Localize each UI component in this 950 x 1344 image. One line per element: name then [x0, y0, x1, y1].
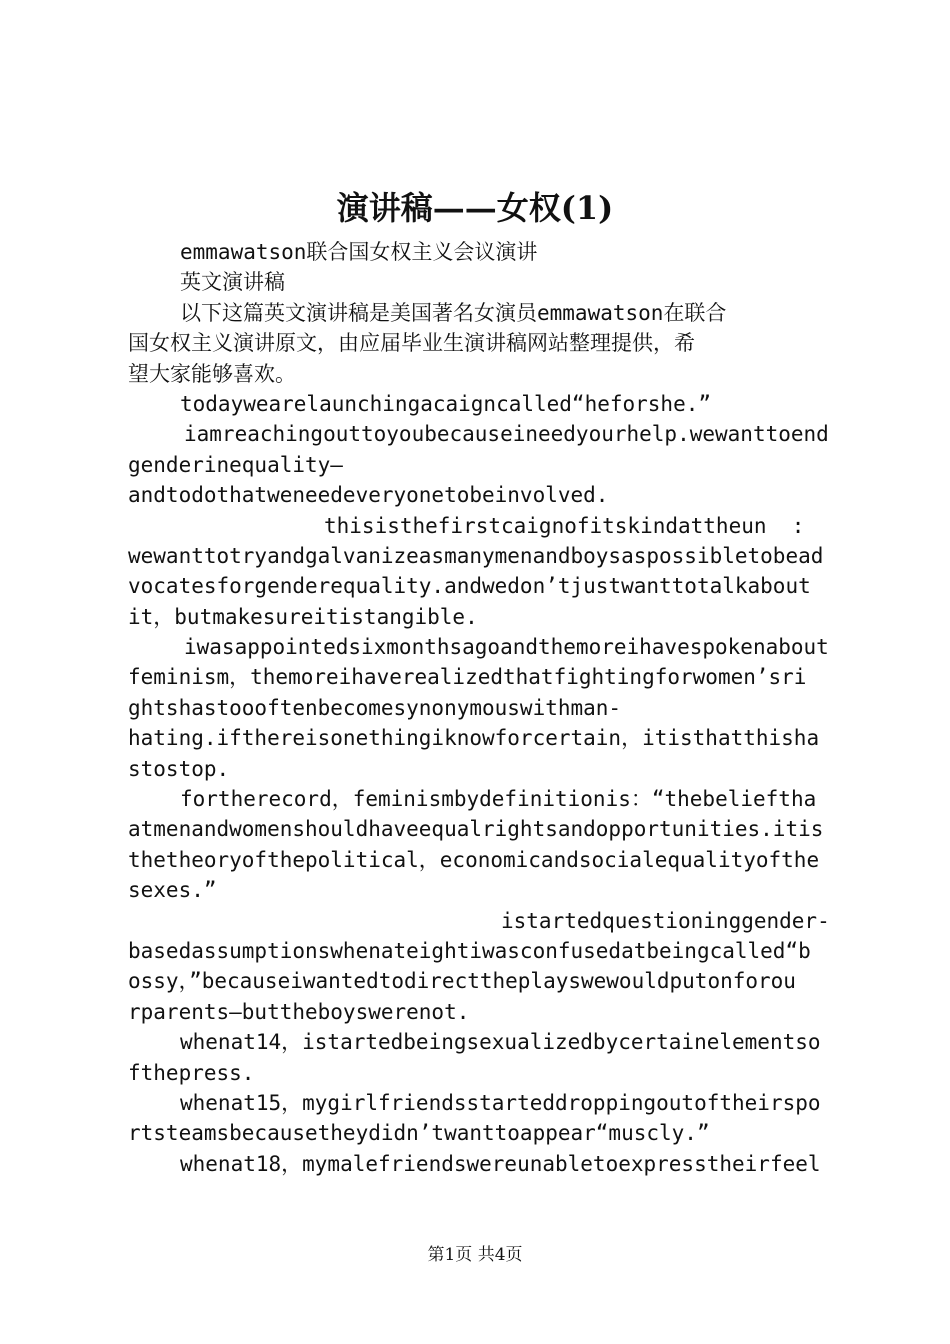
text-line: 望大家能够喜欢。 — [128, 361, 296, 386]
text-line: fortherecord，feminismbydefinitionis：“thebelieftha — [180, 787, 817, 812]
text-line: rparents—buttheboyswerenot. — [128, 999, 470, 1024]
text-line: feminism，themoreihaverealizedthatfightingforwomen’sri — [128, 665, 807, 690]
text-line: todaywearelaunchingacaigncalled“heforshe.” — [180, 391, 712, 416]
text-line: istartedquestioninggender- — [501, 908, 830, 933]
text-line: emmawatson联合国女权主义会议演讲 — [180, 240, 538, 264]
text-line: andtodothatweneedeveryonetobeinvolved. — [128, 483, 609, 508]
text-line: sexes.” — [128, 878, 217, 903]
text-line: it，butmakesureitistangible. — [128, 604, 478, 629]
document-title: 演讲稿——女权(1) — [336, 189, 614, 227]
text-line: ghtshastoooftenbecomesynonymouswithman- — [128, 695, 622, 720]
text-line: 英文演讲稿 — [180, 270, 285, 295]
text-line: wewanttotryandgalvanizeasmanymenandboysaspossibletobead — [128, 543, 824, 568]
page-footer: 第1页 共4页 — [427, 1245, 523, 1265]
text-line: basedassumptionswhenateightiwasconfusedatbeingcalled“b — [128, 938, 811, 963]
text-line: whenat14，istartedbeingsexualizedbycertainelementso — [180, 1030, 821, 1055]
text-line: ossy，”becauseiwantedtodirecttheplayswewouldputonforou — [128, 969, 796, 994]
text-line: genderinequality— — [128, 452, 343, 477]
text-line: iwasappointedsixmonthsagoandthemoreihavespokenabout — [184, 635, 829, 660]
text-line: hating.ifthereisonethingiknowforcertain，itisthatthisha — [128, 726, 820, 751]
text-line: whenat15，mygirlfriendsstarteddroppingoutoftheirspo — [180, 1090, 821, 1115]
text-line: iamreachingouttoyoubecauseineedyourhelp.wewanttoend — [184, 422, 829, 447]
text-line: rtsteamsbecausetheydidn’twanttoappear“muscly.” — [128, 1121, 710, 1146]
text-line: fthepress. — [128, 1060, 255, 1085]
text-line: 国女权主义演讲原文，由应届毕业生演讲稿网站整理提供，希 — [128, 331, 695, 356]
text-line: 以下这篇英文演讲稿是美国著名女演员emmawatson在联合 — [180, 300, 727, 325]
text-line: vocatesforgenderequality.andwedon’tjustwanttotalkabout — [128, 574, 811, 599]
document-body — [128, 237, 832, 1179]
text-line: whenat18，mymalefriendswereunabletoexpresstheirfeel — [180, 1151, 821, 1176]
text-line: thetheoryofthepolitical，economicandsocialequalityofthe — [128, 847, 820, 872]
text-line: atmenandwomenshouldhaveequalrightsandopportunities.itis — [128, 817, 824, 842]
text-line: stostop. — [128, 756, 230, 781]
text-line: thisisthefirstcaignofitskindattheun : — [324, 513, 805, 538]
